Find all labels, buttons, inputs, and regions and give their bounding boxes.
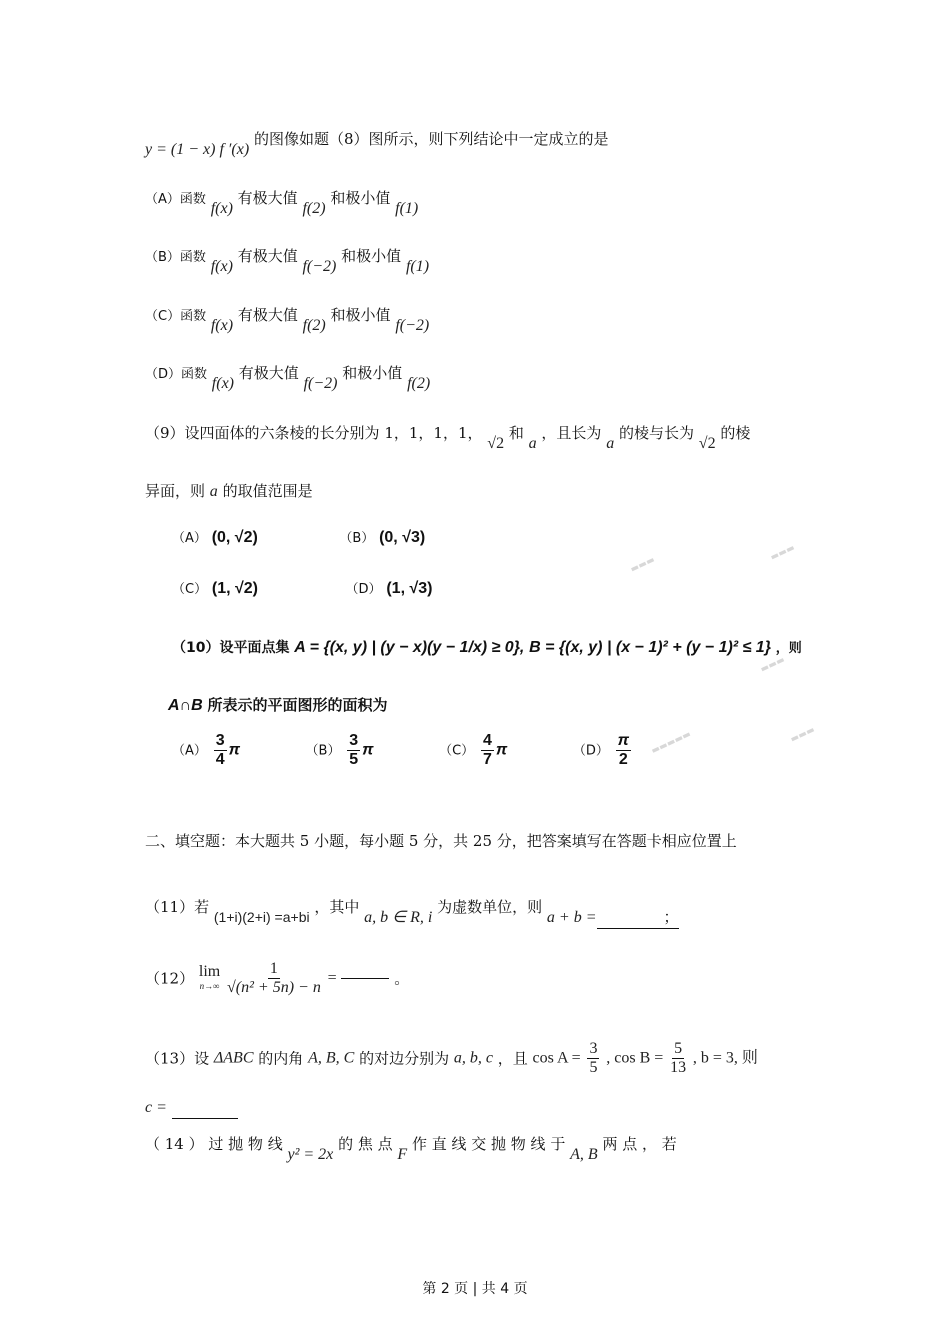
q12-answer-blank xyxy=(341,978,389,979)
q12: （12） lim n→∞ $\frac{1}{\text{√(n² + 5n) − n}}$ = 。 xyxy=(145,960,410,996)
watermark-mark: ▬▬▬ xyxy=(759,655,787,675)
q9-stem-line1: （9）设四面体的六条棱的长分别为 1，1，1，1， √2 和 a ，且长为 a 的棱与长为 √2 的棱 xyxy=(145,422,810,445)
q10-stem: （10）设平面点集 A = {(x, y) | (y − x)(y − 1/x) ≥ 0}, B = {(x, y) | (x − 1)² + (y − 1)² ≤ 1} ，则 xyxy=(172,639,802,656)
sqrt2: √2 xyxy=(487,435,505,452)
q8-function-expr: y = (1 − x) f ′(x) xyxy=(145,141,250,158)
q8-stem-text: 的图像如题（8）图所示，则下列结论中一定成立的是 xyxy=(253,130,609,148)
q8-stem xyxy=(145,128,810,158)
watermark-mark: ▬▬▬▬▬ xyxy=(649,729,693,757)
q9-stem-line2: 异面，则 a 的取值范围是 xyxy=(145,482,313,500)
watermark-mark: ▬▬▬ xyxy=(769,543,797,563)
set-b: B = {(x, y) | (x − 1)² + (y − 1)² ≤ 1} xyxy=(529,639,771,656)
q11-answer-blank: ； xyxy=(597,906,679,929)
q9-options-row1: （A） (0, √2) （B） (0, √3) xyxy=(172,529,426,546)
q8-option-a: （A）函数 f(x) 有极大值 f(2) 和极小值 f(1) xyxy=(145,189,419,217)
q11: （11）若 (1+i)(2+i) =a+bi ，其中 a, b ∈ R, i 为虚数单位，则 a + b = ； xyxy=(145,896,810,919)
q10-stem-line2: A∩B 所表示的平面图形的面积为 xyxy=(168,696,388,714)
q8-option-b: （B）函数 f(x) 有极大值 f(−2) 和极小值 f(1) xyxy=(145,247,430,275)
q13-answer: c = xyxy=(145,1096,810,1119)
q13-answer-blank xyxy=(172,1096,238,1119)
page-footer: 第 2 页 | 共 4 页 xyxy=(422,1281,528,1297)
watermark-mark: ▬▬▬ xyxy=(789,725,817,745)
set-a: A = {(x, y) | (y − x)(y − 1/x) ≥ 0}, xyxy=(294,639,525,656)
watermark-mark: ▬▬▬ xyxy=(629,555,657,575)
q8-option-c: （C）函数 f(x) 有极大值 f(2) 和极小值 f(−2) xyxy=(145,306,430,334)
section2-heading: 二、填空题：本大题共 5 小题，每小题 5 分，共 25 分，把答案填写在答题卡相应位置上 xyxy=(145,832,737,850)
q9-options-row2: （C） (1, √2) （D） (1, √3) xyxy=(172,580,433,597)
q14: （ 14 ） 过 抛 物 线 y² = 2x 的 焦 点 F 作 直 线 交 抛 物 线 于 A, B 两 点 ， 若 xyxy=(145,1135,677,1163)
q8-option-d: （D）函数 f(x) 有极大值 f(−2) 和极小值 f(2) xyxy=(145,364,431,392)
q10-options: （A） $\frac{3}{4}$ π （B） $\frac{3}{5}$ π （C） $\frac{4}{7}$ π （D） $\frac{\pi}{2}$ xyxy=(172,732,630,768)
q13: （13）设 ΔABC 的内角 A, B, C 的对边分别为 a, b, c ，且 cos A = $\frac{3}{5}$ , cos B = $\frac{5}{13}$ , b = 3, 则 xyxy=(145,1040,758,1076)
